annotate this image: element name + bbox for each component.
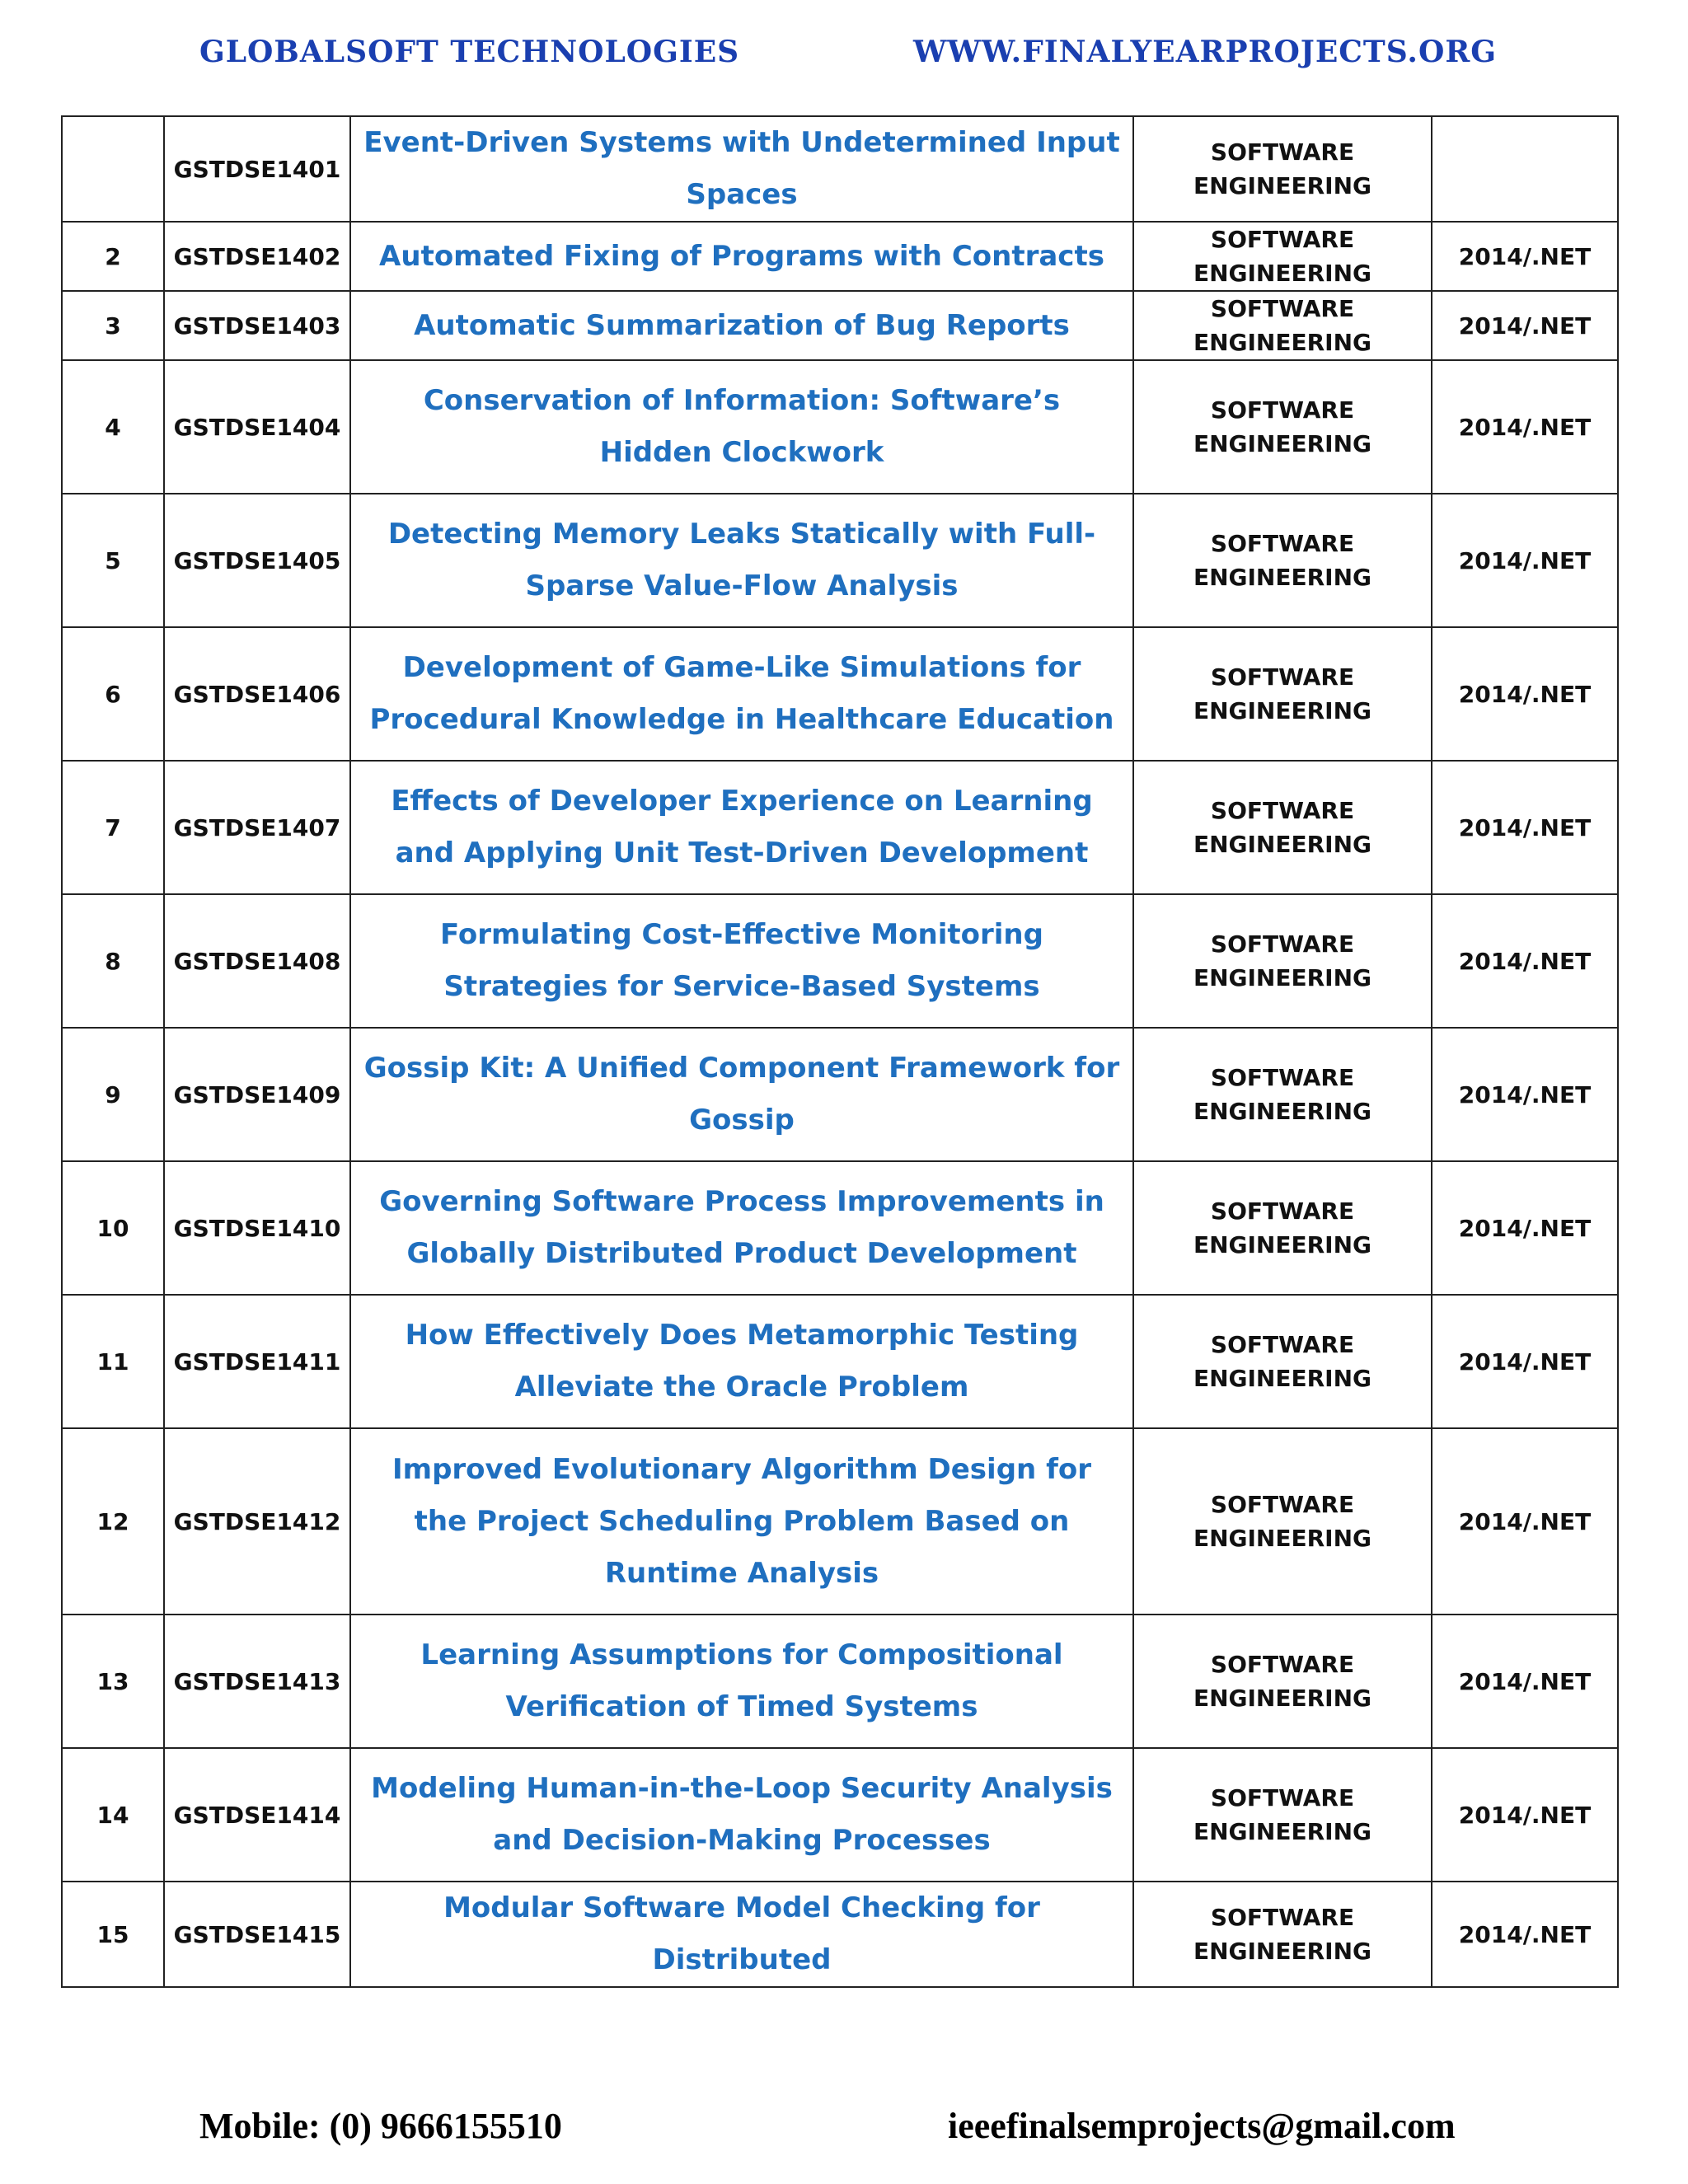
row-number: 10 bbox=[62, 1161, 164, 1295]
project-domain: SOFTWARE ENGINEERING bbox=[1133, 360, 1432, 494]
project-year: 2014/.NET bbox=[1432, 1161, 1618, 1295]
project-code: GSTDSE1415 bbox=[164, 1882, 350, 1987]
project-title: Detecting Memory Leaks Statically with Full-Sparse Value-Flow Analysis bbox=[350, 494, 1133, 627]
project-code: GSTDSE1406 bbox=[164, 627, 350, 761]
project-domain: SOFTWARE ENGINEERING bbox=[1133, 761, 1432, 894]
project-title: Automatic Summarization of Bug Reports bbox=[350, 291, 1133, 360]
row-number: 4 bbox=[62, 360, 164, 494]
row-number: 8 bbox=[62, 894, 164, 1028]
project-domain: SOFTWARE ENGINEERING bbox=[1133, 116, 1432, 222]
project-year: 2014/.NET bbox=[1432, 627, 1618, 761]
project-domain: SOFTWARE ENGINEERING bbox=[1133, 1028, 1432, 1161]
project-year: 2014/.NET bbox=[1432, 494, 1618, 627]
project-code: GSTDSE1404 bbox=[164, 360, 350, 494]
table-row bbox=[62, 1882, 1618, 1987]
project-title: Event-Driven Systems with Undetermined Input Spaces bbox=[350, 116, 1133, 222]
project-domain: SOFTWARE ENGINEERING bbox=[1133, 1748, 1432, 1882]
table-row bbox=[62, 627, 1618, 761]
project-year bbox=[1432, 116, 1618, 222]
project-code: GSTDSE1405 bbox=[164, 494, 350, 627]
project-title: Development of Game-Like Simulations for Procedural Knowledge in Healthcare Education bbox=[350, 627, 1133, 761]
project-code: GSTDSE1414 bbox=[164, 1748, 350, 1882]
project-domain: SOFTWARE ENGINEERING bbox=[1133, 627, 1432, 761]
contact-email[interactable]: ieeefinalsemprojects@gmail.com bbox=[948, 2106, 1456, 2146]
row-number: 9 bbox=[62, 1028, 164, 1161]
project-year: 2014/.NET bbox=[1432, 1882, 1618, 1987]
table-row bbox=[62, 222, 1618, 291]
table-row bbox=[62, 894, 1618, 1028]
project-title: How Effectively Does Metamorphic Testing Alleviate the Oracle Problem bbox=[350, 1295, 1133, 1428]
table-row bbox=[62, 1161, 1618, 1295]
project-code: GSTDSE1411 bbox=[164, 1295, 350, 1428]
table-row bbox=[62, 1748, 1618, 1882]
project-domain: SOFTWARE ENGINEERING bbox=[1133, 894, 1432, 1028]
project-code: GSTDSE1403 bbox=[164, 291, 350, 360]
project-year: 2014/.NET bbox=[1432, 1748, 1618, 1882]
page-header bbox=[0, 35, 1688, 84]
project-domain: SOFTWARE ENGINEERING bbox=[1133, 1161, 1432, 1295]
row-number: 11 bbox=[62, 1295, 164, 1428]
project-title: Conservation of Information: Software’s Hidden Clockwork bbox=[350, 360, 1133, 494]
project-year: 2014/.NET bbox=[1432, 761, 1618, 894]
project-title: Gossip Kit: A Unified Component Framework for Gossip bbox=[350, 1028, 1133, 1161]
project-domain: SOFTWARE ENGINEERING bbox=[1133, 291, 1432, 360]
project-code: GSTDSE1413 bbox=[164, 1615, 350, 1748]
project-code: GSTDSE1402 bbox=[164, 222, 350, 291]
project-year: 2014/.NET bbox=[1432, 291, 1618, 360]
project-title: Improved Evolutionary Algorithm Design for the Project Scheduling Problem Based on Runtime Analysis bbox=[350, 1428, 1133, 1615]
row-number: 14 bbox=[62, 1748, 164, 1882]
table-row bbox=[62, 291, 1618, 360]
project-domain: SOFTWARE ENGINEERING bbox=[1133, 1882, 1432, 1987]
table-row bbox=[62, 360, 1618, 494]
project-year: 2014/.NET bbox=[1432, 1295, 1618, 1428]
project-title: Formulating Cost-Effective Monitoring Strategies for Service-Based Systems bbox=[350, 894, 1133, 1028]
projects-table bbox=[61, 115, 1619, 1988]
row-number: 6 bbox=[62, 627, 164, 761]
project-domain: SOFTWARE ENGINEERING bbox=[1133, 494, 1432, 627]
table-row bbox=[62, 116, 1618, 222]
project-title: Learning Assumptions for Compositional Verification of Timed Systems bbox=[350, 1615, 1133, 1748]
table-row bbox=[62, 761, 1618, 894]
project-title: Effects of Developer Experience on Learning and Applying Unit Test-Driven Development bbox=[350, 761, 1133, 894]
row-number: 7 bbox=[62, 761, 164, 894]
row-number: 2 bbox=[62, 222, 164, 291]
project-code: GSTDSE1409 bbox=[164, 1028, 350, 1161]
project-code: GSTDSE1410 bbox=[164, 1161, 350, 1295]
project-code: GSTDSE1412 bbox=[164, 1428, 350, 1615]
project-year: 2014/.NET bbox=[1432, 1615, 1618, 1748]
table-row bbox=[62, 1028, 1618, 1161]
row-number: 5 bbox=[62, 494, 164, 627]
row-number bbox=[62, 116, 164, 222]
project-year: 2014/.NET bbox=[1432, 1028, 1618, 1161]
project-year: 2014/.NET bbox=[1432, 894, 1618, 1028]
project-year: 2014/.NET bbox=[1432, 1428, 1618, 1615]
mobile-number: Mobile: (0) 9666155510 bbox=[199, 2106, 562, 2146]
project-title: Modular Software Model Checking for Distributed bbox=[350, 1882, 1133, 1987]
project-title: Automated Fixing of Programs with Contracts bbox=[350, 222, 1133, 291]
table-row bbox=[62, 1615, 1618, 1748]
project-year: 2014/.NET bbox=[1432, 222, 1618, 291]
project-code: GSTDSE1408 bbox=[164, 894, 350, 1028]
table-row bbox=[62, 1295, 1618, 1428]
project-domain: SOFTWARE ENGINEERING bbox=[1133, 1615, 1432, 1748]
row-number: 12 bbox=[62, 1428, 164, 1615]
table-row bbox=[62, 1428, 1618, 1615]
project-code: GSTDSE1407 bbox=[164, 761, 350, 894]
project-code: GSTDSE1401 bbox=[164, 116, 350, 222]
company-name: GLOBALSOFT TECHNOLOGIES bbox=[199, 35, 740, 69]
project-title: Modeling Human-in-the-Loop Security Analysis and Decision-Making Processes bbox=[350, 1748, 1133, 1882]
row-number: 3 bbox=[62, 291, 164, 360]
project-domain: SOFTWARE ENGINEERING bbox=[1133, 222, 1432, 291]
project-title: Governing Software Process Improvements in Globally Distributed Product Development bbox=[350, 1161, 1133, 1295]
project-domain: SOFTWARE ENGINEERING bbox=[1133, 1428, 1432, 1615]
table-row bbox=[62, 494, 1618, 627]
project-year: 2014/.NET bbox=[1432, 360, 1618, 494]
row-number: 15 bbox=[62, 1882, 164, 1987]
page-footer bbox=[0, 2105, 1688, 2154]
website-link[interactable]: WWW.FINALYEARPROJECTS.ORG bbox=[913, 35, 1497, 69]
project-domain: SOFTWARE ENGINEERING bbox=[1133, 1295, 1432, 1428]
row-number: 13 bbox=[62, 1615, 164, 1748]
